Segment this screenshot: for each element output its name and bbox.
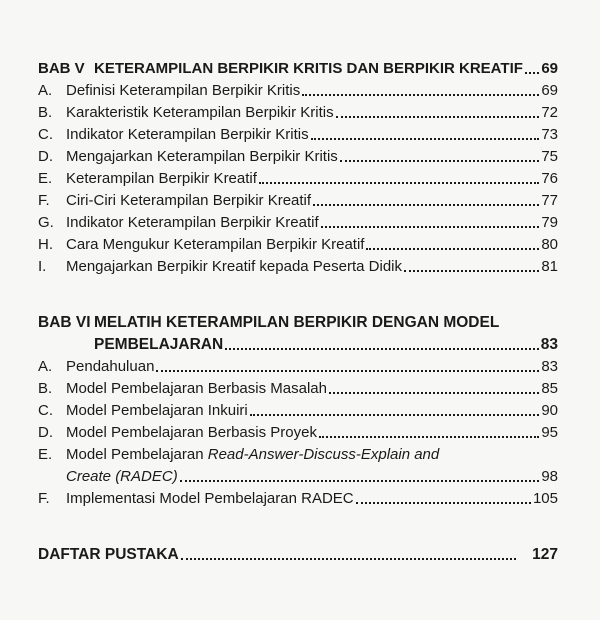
toc-item (38, 378, 558, 400)
leader-dots (259, 182, 539, 184)
leader-dots (340, 160, 540, 162)
bibliography-title: DAFTAR PUSTAKA (38, 546, 179, 563)
leader-dots (329, 392, 539, 394)
chapter-label: BAB V (38, 60, 85, 77)
chapter-6-heading-cont (38, 334, 558, 356)
item-text-line2: Create (RADEC) (66, 468, 178, 485)
item-letter: A. (38, 82, 53, 99)
item-page: 75 (541, 148, 558, 165)
bibliography-page: 127 (532, 546, 558, 563)
toc-item (38, 256, 558, 278)
leader-dots (156, 370, 539, 372)
item-page: 76 (541, 170, 558, 187)
item-text: Cara Mengukur Keterampilan Berpikir Kreatif (66, 236, 365, 253)
item-page: 69 (541, 82, 558, 99)
leader-dots (313, 204, 539, 206)
item-text: Model Pembelajaran Inkuiri (66, 402, 248, 419)
leader-dots (180, 480, 540, 482)
item-page: 73 (541, 126, 558, 143)
leader-dots (250, 414, 540, 416)
table-of-contents (38, 58, 558, 566)
toc-item (38, 102, 558, 124)
chapter-6-heading (38, 312, 558, 334)
leader-dots (225, 348, 539, 350)
item-page: 79 (541, 214, 558, 231)
toc-item (38, 444, 558, 466)
item-page: 81 (541, 258, 558, 275)
item-text: Mengajarkan Berpikir Kreatif kepada Peserta Didik (66, 258, 402, 275)
item-text-italic: Read-Answer-Discuss-Explain and (207, 446, 440, 463)
item-text: Model Pembelajaran Berbasis Masalah (66, 380, 327, 397)
item-page: 98 (541, 468, 558, 485)
item-page: 83 (541, 358, 558, 375)
item-letter: B. (38, 380, 53, 397)
toc-item (38, 356, 558, 378)
toc-item (38, 190, 558, 212)
item-letter: E. (38, 446, 53, 463)
item-page: 72 (541, 104, 558, 121)
item-page: 105 (532, 490, 558, 507)
leader-dots (321, 226, 540, 228)
leader-dots (336, 116, 540, 118)
chapter-title-line1: MELATIH KETERAMPILAN BERPIKIR DENGAN MODEL (94, 314, 500, 331)
bibliography-heading (38, 544, 558, 566)
chapter-label: BAB VI (38, 314, 91, 331)
item-letter: D. (38, 424, 53, 441)
toc-item (38, 422, 558, 444)
item-text-prefix: Model Pembelajaran (66, 446, 208, 463)
leader-dots (525, 72, 539, 74)
toc-item (38, 212, 558, 234)
toc-item (38, 488, 558, 510)
item-text: Karakteristik Keterampilan Berpikir Kritis (66, 104, 334, 121)
leader-dots (366, 248, 539, 250)
item-letter: A. (38, 358, 53, 375)
item-text: Ciri-Ciri Keterampilan Berpikir Kreatif (66, 192, 312, 209)
item-page: 85 (541, 380, 558, 397)
item-page: 90 (541, 402, 558, 419)
item-letter: G. (38, 214, 54, 231)
item-letter: D. (38, 148, 53, 165)
chapter-5-heading (38, 58, 558, 80)
item-text: Pendahuluan (66, 358, 155, 375)
toc-item (38, 400, 558, 422)
item-text: Definisi Keterampilan Berpikir Kritis (66, 82, 301, 99)
item-letter: B. (38, 104, 53, 121)
item-letter: F. (38, 192, 50, 209)
leader-dots (311, 138, 540, 140)
chapter-title-line2: PEMBELAJARAN (94, 336, 224, 353)
leader-dots (181, 558, 516, 560)
item-text: Indikator Keterampilan Berpikir Kritis (66, 126, 309, 143)
toc-item (38, 124, 558, 146)
chapter-title: KETERAMPILAN BERPIKIR KRITIS DAN BERPIKIR KREATIF (94, 60, 523, 77)
toc-item (38, 168, 558, 190)
item-text: Keterampilan Berpikir Kreatif (66, 170, 257, 187)
item-letter: F. (38, 490, 50, 507)
item-letter: H. (38, 236, 53, 253)
item-page: 77 (541, 192, 558, 209)
toc-item-cont (38, 466, 558, 488)
item-letter: C. (38, 402, 53, 419)
leader-dots (356, 502, 531, 504)
chapter-page: 69 (541, 60, 558, 77)
chapter-page: 83 (540, 336, 558, 353)
item-letter: C. (38, 126, 53, 143)
item-letter: I. (38, 258, 47, 275)
toc-item (38, 80, 558, 102)
toc-item (38, 234, 558, 256)
item-text: Model Pembelajaran Berbasis Proyek (66, 424, 317, 441)
item-page: 80 (541, 236, 558, 253)
item-letter: E. (38, 170, 53, 187)
item-text: Indikator Keterampilan Berpikir Kreatif (66, 214, 319, 231)
item-text: Mengajarkan Keterampilan Berpikir Kritis (66, 148, 338, 165)
item-page: 95 (541, 424, 558, 441)
item-text: Implementasi Model Pembelajaran RADEC (66, 490, 354, 507)
leader-dots (302, 94, 539, 96)
toc-item (38, 146, 558, 168)
leader-dots (319, 436, 539, 438)
leader-dots (404, 270, 539, 272)
